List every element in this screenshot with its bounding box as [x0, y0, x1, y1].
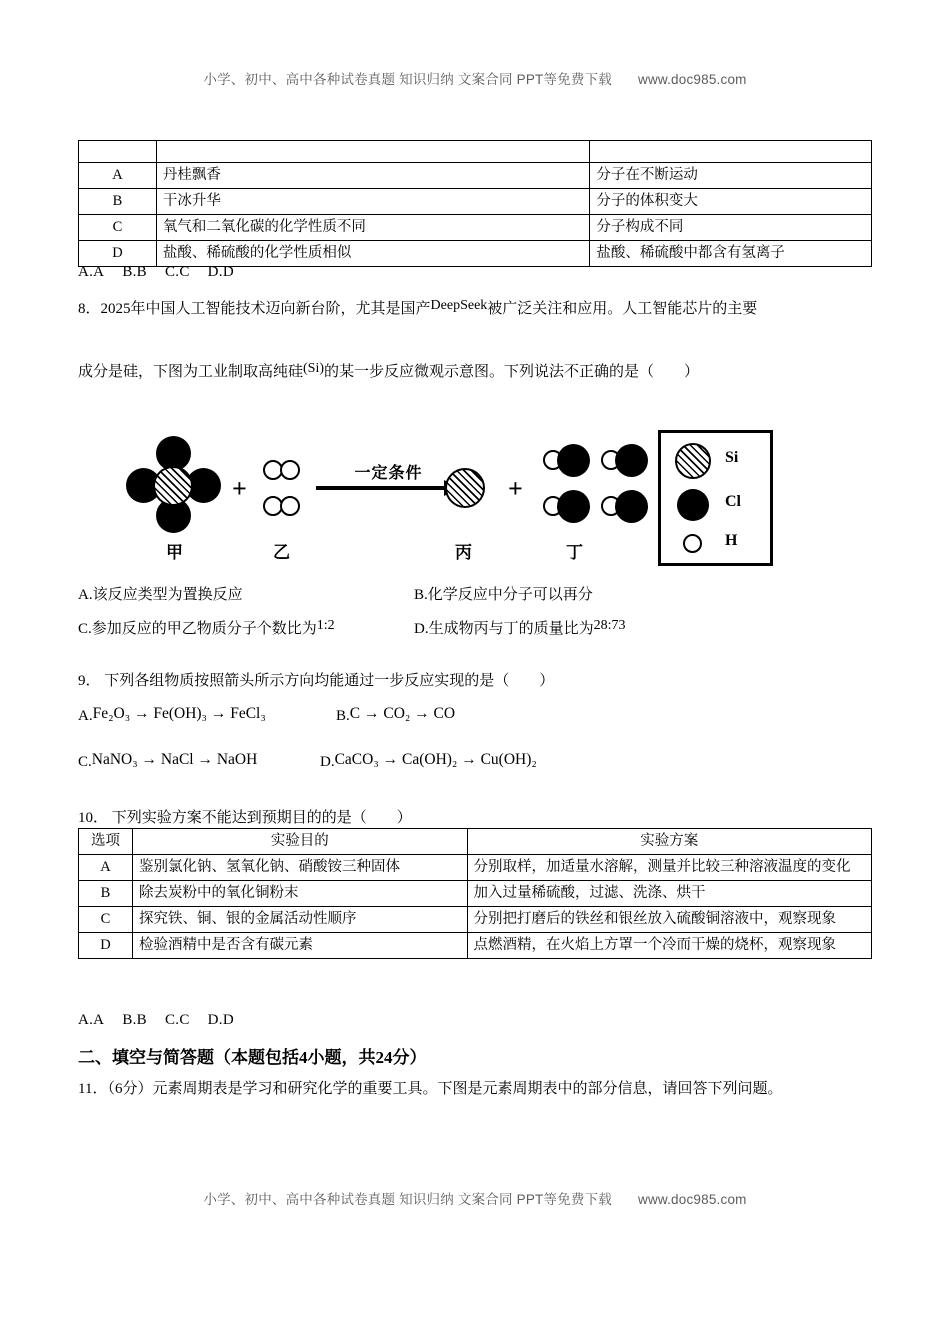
q9-number: 9: [78, 673, 86, 689]
q9-option-a-label: A.: [78, 708, 93, 724]
row-option: B: [79, 189, 157, 215]
blank-cell-1: [79, 141, 157, 163]
row-purpose: 检验酒精中是否含有碳元素: [132, 933, 467, 959]
watermark-url: www.doc985.com: [638, 1192, 747, 1207]
row-fact: 丹桂飘香: [156, 163, 589, 189]
q10-stem-text: 下列实验方案不能达到预期目的的是（ ）: [111, 810, 412, 826]
legend-chlorine-icon: [677, 489, 709, 521]
section-2-heading: 二、填空与简答题（本题包括4小题，共24分）: [78, 1048, 427, 1067]
q8-text-a: 2025年中国人工智能技术迈向新台阶，尤其是国产: [100, 301, 431, 317]
q11-number: 11: [78, 1081, 93, 1097]
legend-hydrogen-label: H: [725, 532, 738, 549]
q9-option-b-label: B.: [336, 708, 350, 724]
q9-stem-text: 下列各组物质按照箭头所示方向均能通过一步反应实现的是（ ）: [104, 673, 555, 689]
watermark-text: 小学、初中、高中各种试卷真题 知识归纳 文案合同 PPT等免费下载: [203, 1192, 612, 1207]
table-row: [79, 933, 872, 959]
table-row: [79, 163, 872, 189]
product-2-label: 丁: [566, 543, 583, 562]
row-option: A: [79, 855, 133, 881]
q9-option-b: [336, 702, 455, 728]
q8-text-b: 被广泛关注和应用。人工智能芯片的主要: [487, 301, 758, 317]
reaction-condition-label: 一定条件: [354, 465, 423, 482]
q8-line2-b: 的某一步反应微观示意图。下列说法不正确的是（ ）: [324, 364, 700, 380]
row-option: C: [79, 907, 133, 933]
q9-option-d-label: D.: [320, 754, 335, 770]
answer-choice-c: C.C: [165, 264, 190, 280]
hydrogen-atom: [280, 460, 300, 480]
q9-option-a: [78, 702, 266, 728]
answer-choice-d: D.D: [207, 1012, 234, 1028]
q8-option-d: [414, 615, 625, 641]
silicon-atom: [153, 466, 193, 506]
row-explain: 分子在不断运动: [590, 163, 872, 189]
table-row-blank: [79, 141, 872, 163]
answer-choice-b: B.B: [122, 1012, 147, 1028]
table-row: [79, 881, 872, 907]
q8-number: 8: [78, 301, 86, 317]
q9-option-c-formula: NaNO₃ → NaCl → NaOH: [91, 751, 258, 768]
chlorine-atom: [557, 490, 590, 523]
molecule-fact-table: [78, 140, 872, 267]
q9-option-d-formula: CaCO₃ → Ca(OH)₂ → Cu(OH)₂: [334, 751, 537, 768]
legend-chlorine-label: Cl: [725, 493, 741, 510]
question-9-stem: 9． 下列各组物质按照箭头所示方向均能通过一步反应实现的是（ ）: [78, 673, 555, 689]
reactant-2-label: 乙: [273, 543, 290, 562]
answer-choice-a: A.A: [78, 264, 105, 280]
watermark-url: www.doc985.com: [638, 72, 747, 87]
q9-option-a-formula: Fe₂O₃ → Fe(OH)₃ → FeCl₃: [92, 705, 266, 722]
q9-option-c: [78, 748, 257, 774]
row-option: D: [79, 241, 157, 267]
answer-choice-d: D.D: [207, 264, 234, 280]
row-fact: 氧气和二氧化碳的化学性质不同: [156, 215, 589, 241]
watermark-text: 小学、初中、高中各种试卷真题 知识归纳 文案合同 PPT等免费下载: [203, 72, 612, 87]
table-row: [79, 907, 872, 933]
blank-cell-3: [590, 141, 872, 163]
q8-option-d-ratio: 28:73: [593, 618, 626, 633]
row-explain: 分子的体积变大: [590, 189, 872, 215]
plus-sign-2: +: [508, 474, 523, 503]
header-option: 选项: [79, 829, 133, 855]
table-row: [79, 215, 872, 241]
row-purpose: 鉴别氯化钠、氢氧化钠、硝酸铵三种固体: [132, 855, 467, 881]
diagram-legend: [658, 430, 773, 566]
header-plan: 实验方案: [467, 829, 871, 855]
header-watermark: [0, 68, 950, 88]
reactant-1-label: 甲: [166, 543, 183, 562]
row-option: D: [79, 933, 133, 959]
q9-option-d: [320, 748, 537, 774]
q9-option-c-label: C.: [78, 754, 92, 770]
q8-deepseek-label: DeepSeek: [430, 298, 488, 313]
row-option: A: [79, 163, 157, 189]
q8-option-b: B.化学反应中分子可以再分: [414, 587, 593, 603]
right-arrow-icon: [316, 486, 458, 490]
experiment-plan-table: [78, 828, 872, 959]
table-row: [79, 241, 872, 267]
chlorine-atom: [615, 490, 648, 523]
chlorine-atom: [615, 444, 648, 477]
hydrogen-atom: [280, 496, 300, 516]
table-row: [79, 855, 872, 881]
q8-si-label: (Si): [303, 361, 325, 376]
legend-silicon-icon: [675, 443, 711, 479]
table-row: [79, 189, 872, 215]
header-purpose: 实验目的: [132, 829, 467, 855]
row-fact: 盐酸、稀硫酸的化学性质相似: [156, 241, 589, 267]
question-8-line-1: 8．2025年中国人工智能技术迈向新台阶，尤其是国产DeepSeek被广泛关注和应用。人工智能芯片的主要: [78, 298, 758, 317]
legend-silicon-label: Si: [725, 449, 739, 466]
row-purpose: 探究铁、铜、银的金属活动性顺序: [132, 907, 467, 933]
row-option: C: [79, 215, 157, 241]
footer-watermark: [0, 1188, 950, 1208]
answer-choice-a: A.A: [78, 1012, 105, 1028]
q8-option-c-text: C.参加反应的甲乙物质分子个数比为: [78, 621, 317, 637]
row-purpose: 除去炭粉中的氧化铜粉末: [132, 881, 467, 907]
row-plan: 分别取样，加适量水溶解，测量并比较三种溶液温度的变化: [467, 855, 871, 881]
question-8-line-2: [78, 358, 699, 384]
answer-choice-b: B.B: [122, 264, 147, 280]
chlorine-atom: [557, 444, 590, 477]
row-plan: 加入过量稀硫酸，过滤、洗涤、烘干: [467, 881, 871, 907]
q8-option-c-ratio: 1:2: [316, 618, 335, 633]
row-explain: 分子构成不同: [590, 215, 872, 241]
answer-line-q10: [78, 1012, 252, 1029]
q8-option-a: A.该反应类型为置换反应: [78, 587, 243, 603]
q9-option-b-formula: C → CO₂ → CO: [349, 705, 456, 722]
question-11-stem: 11．（6分）元素周期表是学习和研究化学的重要工具。下图是元素周期表中的部分信息，请回答下列问题。: [78, 1081, 783, 1097]
table-header-row: [79, 829, 872, 855]
q8-line2-a: 成分是硅，下图为工业制取高纯硅: [78, 364, 304, 380]
q8-option-c: [78, 615, 335, 641]
plus-sign-1: +: [232, 474, 247, 503]
q8-option-d-text: D.生成物丙与丁的质量比为: [414, 621, 594, 637]
answer-choice-c: C.C: [165, 1012, 190, 1028]
product-1-label: 丙: [455, 543, 472, 562]
row-option: B: [79, 881, 133, 907]
q11-stem-text: （6分）元素周期表是学习和研究化学的重要工具。下图是元素周期表中的部分信息，请回答下列问题。: [107, 1081, 783, 1097]
q10-number: 10: [78, 810, 93, 826]
row-explain: 盐酸、稀硫酸中都含有氢离子: [590, 241, 872, 267]
row-plan: 点燃酒精，在火焰上方罩一个冷而干燥的烧杯，观察现象: [467, 933, 871, 959]
row-fact: 干冰升华: [156, 189, 589, 215]
reaction-diagram: [120, 428, 800, 576]
row-plan: 分别把打磨后的铁丝和银丝放入硫酸铜溶液中，观察现象: [467, 907, 871, 933]
blank-cell-2: [156, 141, 589, 163]
legend-hydrogen-icon: [683, 534, 702, 553]
answer-line-q7: [78, 264, 252, 281]
silicon-atom: [445, 468, 485, 508]
reaction-arrow-group: [316, 460, 461, 490]
question-10-stem: 10． 下列实验方案不能达到预期目的的是（ ）: [78, 810, 412, 826]
